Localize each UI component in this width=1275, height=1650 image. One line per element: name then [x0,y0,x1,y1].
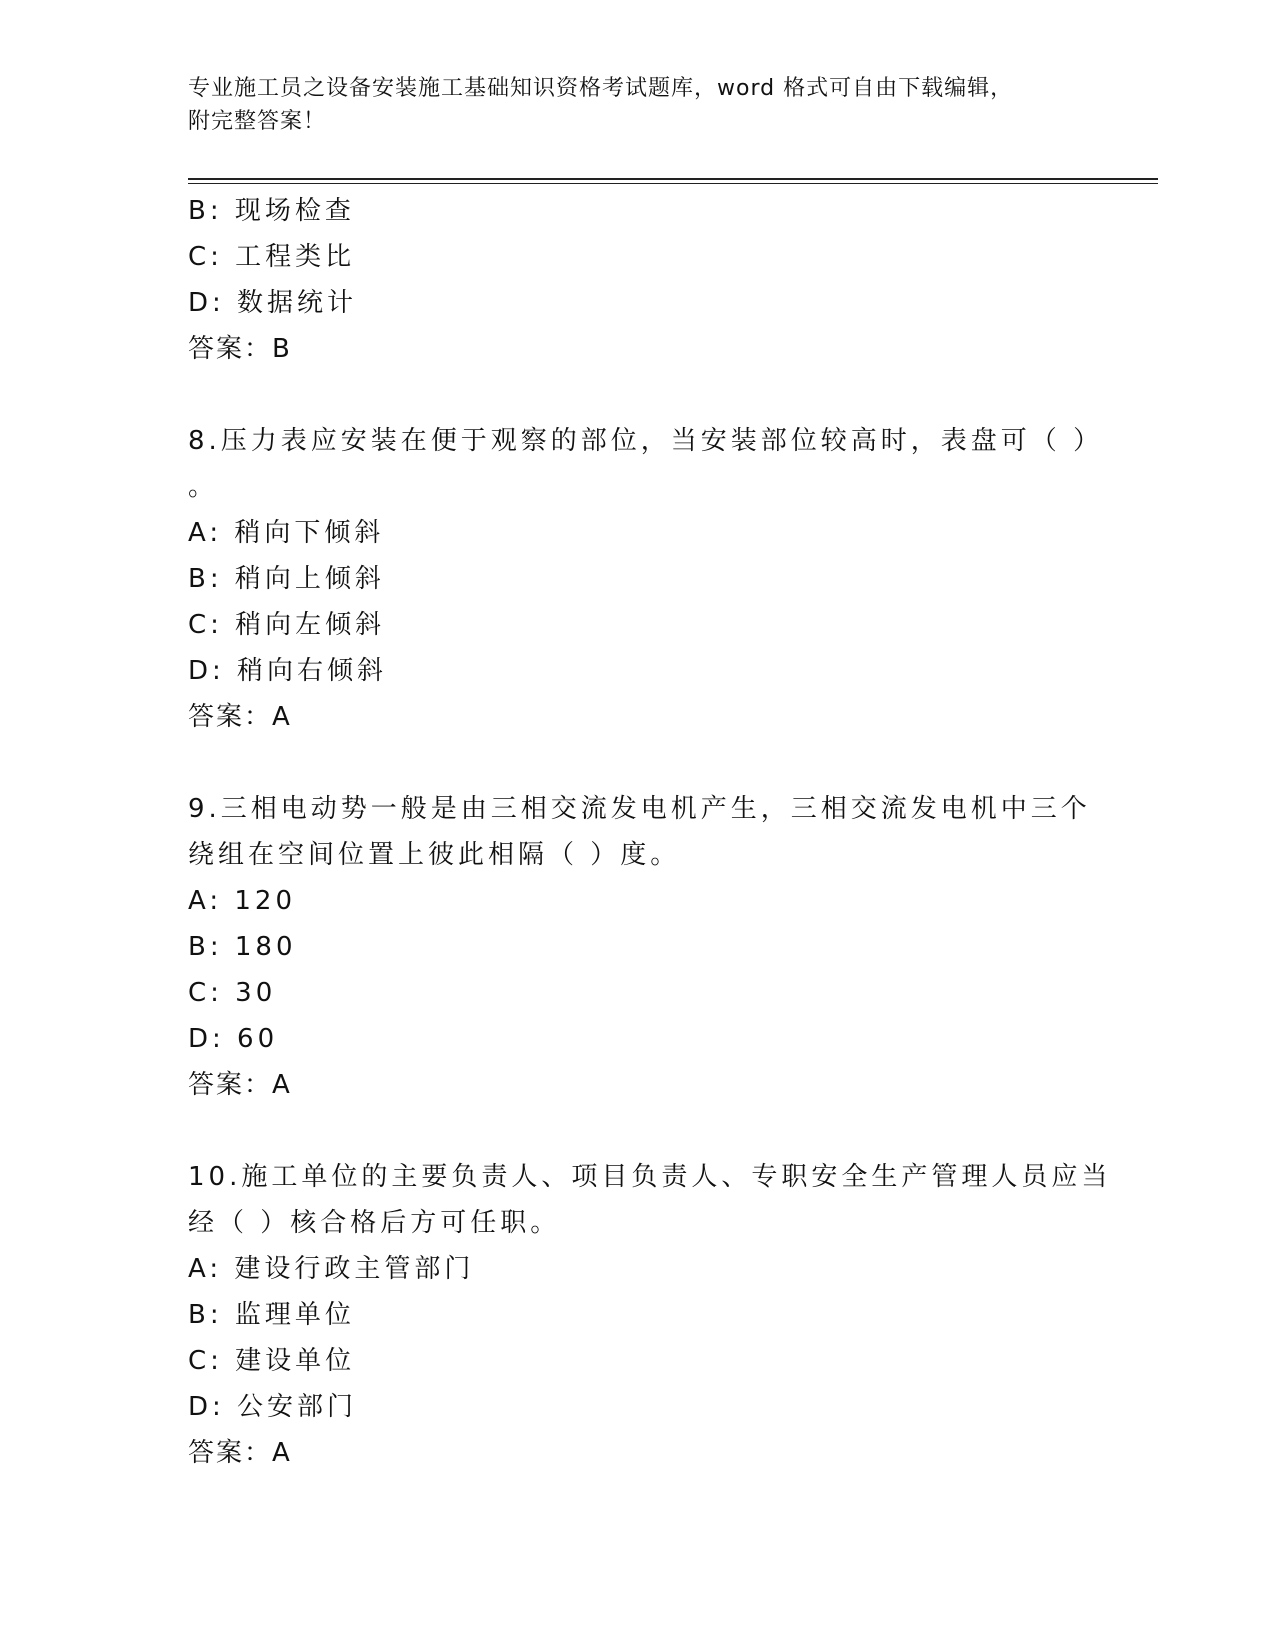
option-c: C: 工程类比 [188,242,356,272]
question-stem: 10.施工单位的主要负责人、项目负责人、专职安全生产管理人员应当 [188,1162,1112,1192]
option-a: A: 建设行政主管部门 [188,1254,475,1284]
spacer [188,740,1108,786]
question-stem-continuation: 经（ ）核合格后方可任职。 [188,1208,561,1238]
question-block-10 [188,1154,1112,1476]
question-stem: 9.三相电动势一般是由三相交流发电机产生，三相交流发电机中三个 [188,794,1091,824]
option-b: B: 180 [188,932,297,962]
option-c: C: 稍向左倾斜 [188,610,386,640]
question-block-8 [188,418,1108,740]
option-a: A: 120 [188,886,296,916]
document-header [188,72,1088,138]
answer: 答案：A [188,702,292,732]
option-c: C: 30 [188,978,277,1008]
option-d: D: 数据统计 [188,288,358,318]
question-block-9 [188,786,1108,1108]
option-d: D: 公安部门 [188,1392,358,1422]
question-stem-continuation: 绕组在空间位置上彼此相隔（ ）度。 [188,840,681,870]
header-divider-thick [188,178,1158,180]
question-block-7 [188,188,1108,372]
spacer [188,372,1108,418]
question-stem-continuation: 。 [188,472,219,502]
option-d: D: 60 [188,1024,279,1054]
answer: 答案：B [188,334,292,364]
header-divider-thin [188,183,1158,184]
option-b: B: 现场检查 [188,196,355,226]
option-c: C: 建设单位 [188,1346,356,1376]
option-b: B: 稍向上倾斜 [188,564,385,594]
answer: 答案：A [188,1438,292,1468]
answer: 答案：A [188,1070,292,1100]
header-line-2: 附完整答案！ [188,109,327,134]
option-b: B: 监理单位 [188,1300,355,1330]
spacer [188,1108,1108,1154]
header-line-1: 专业施工员之设备安装施工基础知识资格考试题库，word 格式可自由下载编辑， [188,76,1014,101]
option-d: D: 稍向右倾斜 [188,656,388,686]
question-list [188,188,1112,1476]
question-stem: 8.压力表应安装在便于观察的部位，当安装部位较高时，表盘可（ ） [188,426,1104,456]
option-a: A: 稍向下倾斜 [188,518,385,548]
